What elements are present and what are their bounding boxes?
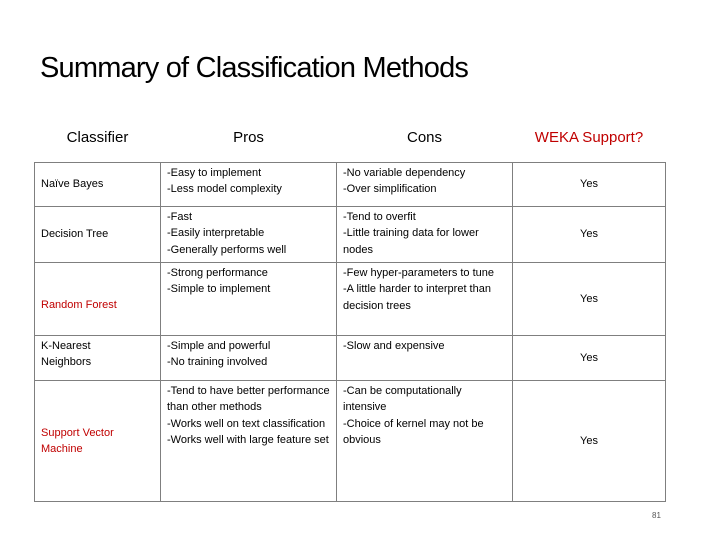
weka-support-cell: Yes (513, 336, 666, 381)
weka-support-cell: Yes (513, 163, 666, 207)
cons-cell (337, 336, 513, 381)
cons-item: -Tend to overfit (343, 211, 416, 223)
cons-cell (337, 207, 513, 263)
slide-title: Summary of Classification Methods (40, 52, 469, 84)
pros-item: -Tend to have better performance than other methods (167, 385, 330, 414)
pros-cell (161, 207, 337, 263)
pros-item: -Easily interpretable (167, 227, 265, 240)
header-cons: Cons (406, 128, 443, 146)
cons-item: -A little harder to interpret than decision trees (343, 283, 491, 312)
table-row (35, 207, 666, 263)
cons-item: -Little training data for lower nodes (343, 227, 479, 256)
header-classifier: Classifier (66, 128, 129, 146)
cons-item: -Over simplification (343, 183, 437, 196)
header-weka-support: WEKA Support? (534, 128, 644, 146)
cons-item: -Slow and expensive (343, 340, 445, 352)
classifier-cell: Naïve Bayes (35, 163, 161, 207)
weka-support-cell: Yes (513, 381, 666, 502)
pros-item: -Easy to implement (167, 167, 262, 179)
classifier-cell (35, 381, 161, 502)
cons-item: -Few hyper-parameters to tune (343, 267, 495, 279)
weka-support-cell: Yes (513, 207, 666, 263)
cons-item: -Choice of kernel may not be obvious (343, 417, 484, 446)
header-pros: Pros (233, 128, 264, 146)
cons-cell (337, 381, 513, 502)
table-row (35, 381, 666, 502)
pros-item: -Works well with large feature set (167, 433, 329, 446)
header-row (35, 112, 666, 163)
table-row (35, 163, 666, 207)
pros-item: -Fast (167, 211, 193, 223)
pros-item: -Simple to implement (167, 283, 271, 296)
classifier-cell: Random Forest (35, 263, 161, 336)
pros-cell (161, 163, 337, 207)
pros-cell (161, 336, 337, 381)
summary-table (34, 112, 666, 502)
page-number: 81 (652, 511, 661, 520)
pros-cell (161, 263, 337, 336)
classifier-label: K-Nearest Neighbors (41, 340, 92, 369)
pros-item: -Works well on text classification (167, 417, 326, 430)
cons-item: -Can be computationally intensive (343, 385, 462, 414)
pros-item: -Strong performance (167, 267, 268, 279)
classifier-cell: Decision Tree (35, 207, 161, 263)
pros-item: -Simple and powerful (167, 340, 271, 352)
pros-item: -No training involved (167, 356, 268, 369)
cons-item: -No variable dependency (343, 167, 466, 179)
pros-item: -Less model complexity (167, 183, 282, 196)
cons-cell (337, 263, 513, 336)
cons-cell (337, 163, 513, 207)
pros-item: -Generally performs well (167, 243, 287, 256)
table-row (35, 336, 666, 381)
table-row (35, 263, 666, 336)
classifier-label: Support Vector Machine (41, 426, 114, 455)
pros-cell (161, 381, 337, 502)
weka-support-cell: Yes (513, 263, 666, 336)
classifier-cell (35, 336, 161, 381)
